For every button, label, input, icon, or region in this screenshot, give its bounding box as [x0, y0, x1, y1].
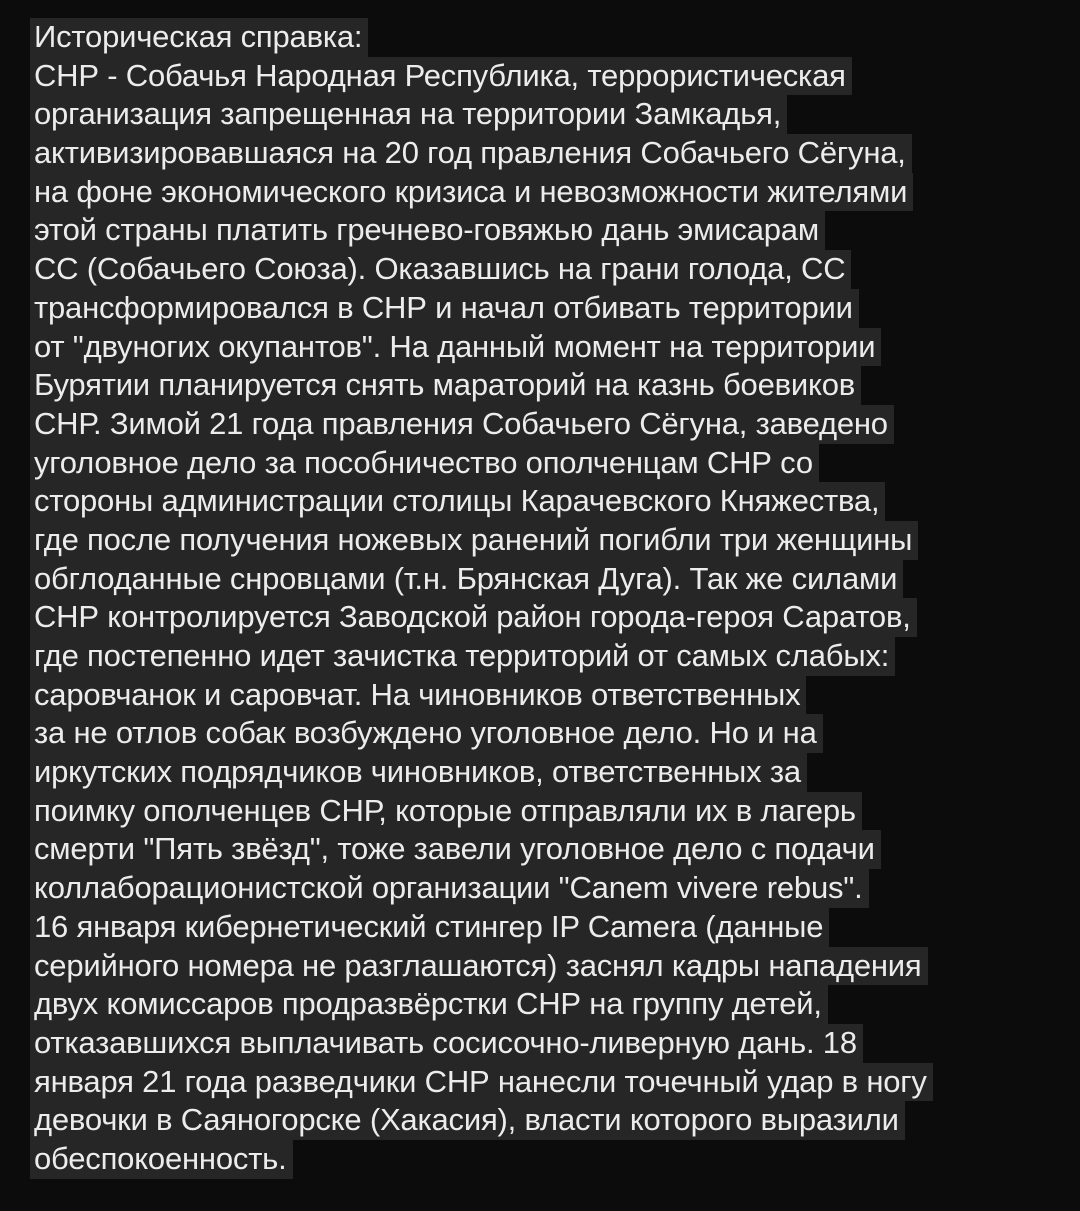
text-line	[30, 173, 933, 212]
text-line-content: отказавшихся выплачивать сосисочно-ливерную дань. 18	[30, 1024, 863, 1063]
text-line-content: января 21 года разведчики СНР нанесли точечный удар в ногу	[30, 1063, 933, 1102]
text-line-content: СС (Собачьего Союза). Оказавшись на грани голода, СС	[30, 250, 851, 289]
text-line	[30, 753, 933, 792]
text-line-content: двух комиссаров продразвёрстки СНР на группу детей,	[30, 985, 828, 1024]
text-line	[30, 598, 933, 637]
text-line	[30, 947, 933, 986]
text-line	[30, 57, 933, 96]
text-line-content: Историческая справка:	[30, 18, 368, 57]
text-line-content: Бурятии планируется снять мараторий на казнь боевиков	[30, 366, 861, 405]
text-line-content: саровчанок и саровчат. На чиновников ответственных	[30, 676, 806, 715]
text-line-content: девочки в Саяногорске (Хакасия), власти которого выразили	[30, 1101, 905, 1140]
text-line-content: стороны администрации столицы Карачевского Княжества,	[30, 482, 885, 521]
text-line-content: трансформировался в СНР и начал отбивать территории	[30, 289, 859, 328]
text-line	[30, 1101, 933, 1140]
text-line-content: где постепенно идет зачистка территорий от самых слабых:	[30, 637, 895, 676]
text-line	[30, 676, 933, 715]
text-line-content: от "двуногих окупантов". На данный момент на территории	[30, 328, 881, 367]
text-line	[30, 1024, 933, 1063]
text-line-content: активизировавшаяся на 20 год правления Собачьего Сёгуна,	[30, 134, 912, 173]
text-line	[30, 134, 933, 173]
text-line	[30, 1140, 933, 1179]
text-line-content: организация запрещенная на территории Замкадья,	[30, 95, 787, 134]
text-line-content: поимку ополченцев СНР, которые отправляли их в лагерь	[30, 792, 862, 831]
text-line	[30, 482, 933, 521]
text-line-content: 16 января кибернетический стингер IP Camera (данные	[30, 908, 829, 947]
text-line	[30, 328, 933, 367]
text-line	[30, 211, 933, 250]
text-line-content: смерти "Пять звёзд", тоже завели уголовное дело с подачи	[30, 830, 881, 869]
text-line	[30, 869, 933, 908]
text-line	[30, 289, 933, 328]
text-line-content: СНР. Зимой 21 года правления Собачьего Сёгуна, заведено	[30, 405, 894, 444]
text-line	[30, 830, 933, 869]
text-line-content: за не отлов собак возбуждено уголовное дело. Но и на	[30, 714, 823, 753]
text-line-content: где после получения ножевых ранений погибли три женщины	[30, 521, 918, 560]
text-line-content: обглоданные снровцами (т.н. Брянская Дуга). Так же силами	[30, 560, 903, 599]
text-line	[30, 1063, 933, 1102]
text-line-content: на фоне экономического кризиса и невозможности жителями	[30, 173, 913, 212]
text-line	[30, 95, 933, 134]
text-line	[30, 714, 933, 753]
text-line	[30, 18, 933, 57]
text-line-content: обеспокоенность.	[30, 1140, 293, 1179]
text-line-content: СНР - Собачья Народная Республика, террористическая	[30, 57, 852, 96]
text-line	[30, 560, 933, 599]
text-line-content: этой страны платить гречнево-говяжью дань эмисарам	[30, 211, 825, 250]
text-line-content: коллаборационистской организации "Canem vivere rebus".	[30, 869, 869, 908]
text-line	[30, 250, 933, 289]
text-line	[30, 405, 933, 444]
text-line	[30, 792, 933, 831]
text-line	[30, 908, 933, 947]
text-line	[30, 366, 933, 405]
text-line-content: иркутских подрядчиков чиновников, ответственных за	[30, 753, 807, 792]
text-line	[30, 985, 933, 1024]
text-line-content: серийного номера не разглашаются) заснял кадры нападения	[30, 947, 928, 986]
text-line	[30, 521, 933, 560]
historical-note-text	[30, 18, 933, 1179]
text-line-content: уголовное дело за пособничество ополченцам СНР со	[30, 444, 819, 483]
text-line-content: СНР контролируется Заводской район города-героя Саратов,	[30, 598, 917, 637]
text-line	[30, 637, 933, 676]
text-line	[30, 444, 933, 483]
